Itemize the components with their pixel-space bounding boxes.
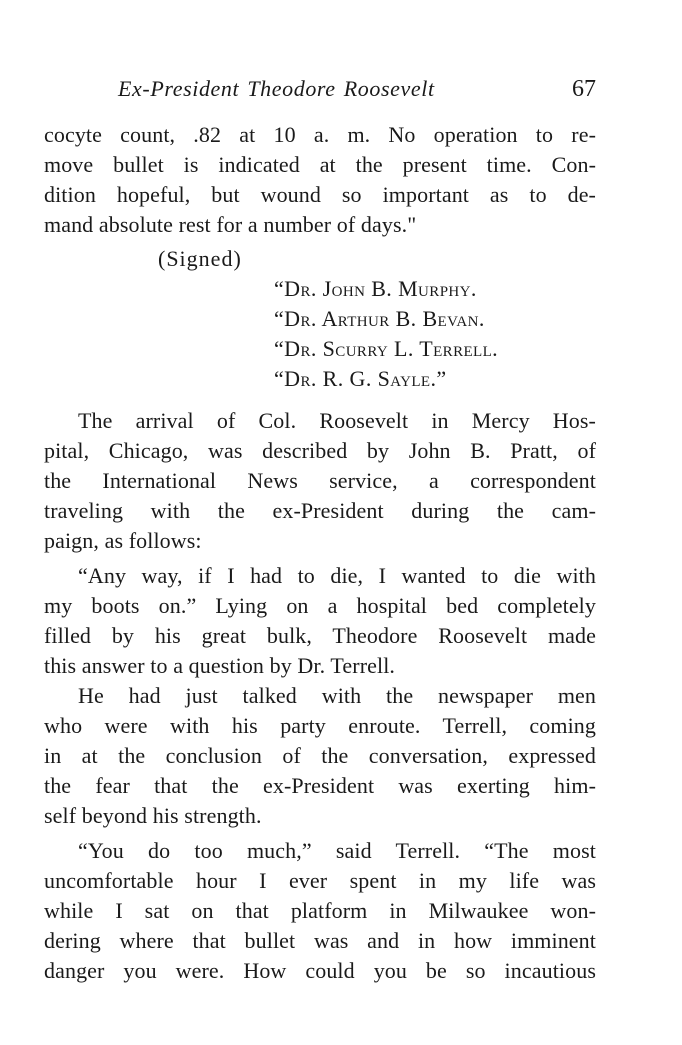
- text-line: dition hopeful, but wound so important as to de-: [44, 182, 596, 207]
- text-line: pital, Chicago, was described by John B. Pratt, of: [44, 438, 596, 463]
- text-line: “You do too much,” said Terrell. “The most: [78, 838, 596, 863]
- text-line: in at the conclusion of the conversation, expressed: [44, 743, 596, 768]
- text-line: mand absolute rest for a number of days.": [44, 212, 417, 237]
- text-line: cocyte count, .82 at 10 a. m. No operation to re-: [44, 122, 596, 147]
- page-header: [44, 76, 596, 108]
- signature-sayle: “Dr. R. G. Sayle.”: [274, 366, 447, 391]
- paragraph-too-much: [44, 836, 596, 986]
- signed-label: (Signed): [158, 246, 242, 271]
- signature-murphy: “Dr. John B. Murphy.: [274, 276, 477, 301]
- text-line: who were with his party enroute. Terrell, coming: [44, 713, 596, 738]
- page-number: 67: [572, 76, 596, 102]
- paragraph-continuation: [44, 120, 596, 240]
- text-line: He had just talked with the newspaper men: [78, 683, 596, 708]
- text-line: traveling with the ex-President during the cam-: [44, 498, 596, 523]
- text-line: The arrival of Col. Roosevelt in Mercy Hos-: [78, 408, 596, 433]
- text-line: my boots on.” Lying on a hospital bed completely: [44, 593, 596, 618]
- text-line: move bullet is indicated at the present time. Con-: [44, 152, 596, 177]
- text-line: the fear that the ex-President was exerting him-: [44, 773, 596, 798]
- running-title: Ex-President Theodore Roosevelt: [118, 76, 435, 101]
- text-line: the International News service, a correspondent: [44, 468, 596, 493]
- text-line: filled by his great bulk, Theodore Roosevelt made: [44, 623, 596, 648]
- paragraph-newspaper: [44, 681, 596, 831]
- paragraph-arrival: [44, 406, 596, 556]
- paragraph-boots: [44, 561, 596, 681]
- text-line: self beyond his strength.: [44, 803, 262, 828]
- signature-bevan: “Dr. Arthur B. Bevan.: [274, 306, 485, 331]
- text-line: dering where that bullet was and in how imminent: [44, 928, 596, 953]
- text-line: while I sat on that platform in Milwaukee won-: [44, 898, 596, 923]
- text-line: this answer to a question by Dr. Terrell.: [44, 653, 396, 678]
- text-line: “Any way, if I had to die, I wanted to die with: [78, 563, 596, 588]
- text-line: uncomfortable hour I ever spent in my life was: [44, 868, 596, 893]
- text-line: danger you were. How could you be so incautious: [44, 958, 596, 983]
- signature-terrell: “Dr. Scurry L. Terrell.: [274, 336, 499, 361]
- text-line: paign, as follows:: [44, 528, 202, 553]
